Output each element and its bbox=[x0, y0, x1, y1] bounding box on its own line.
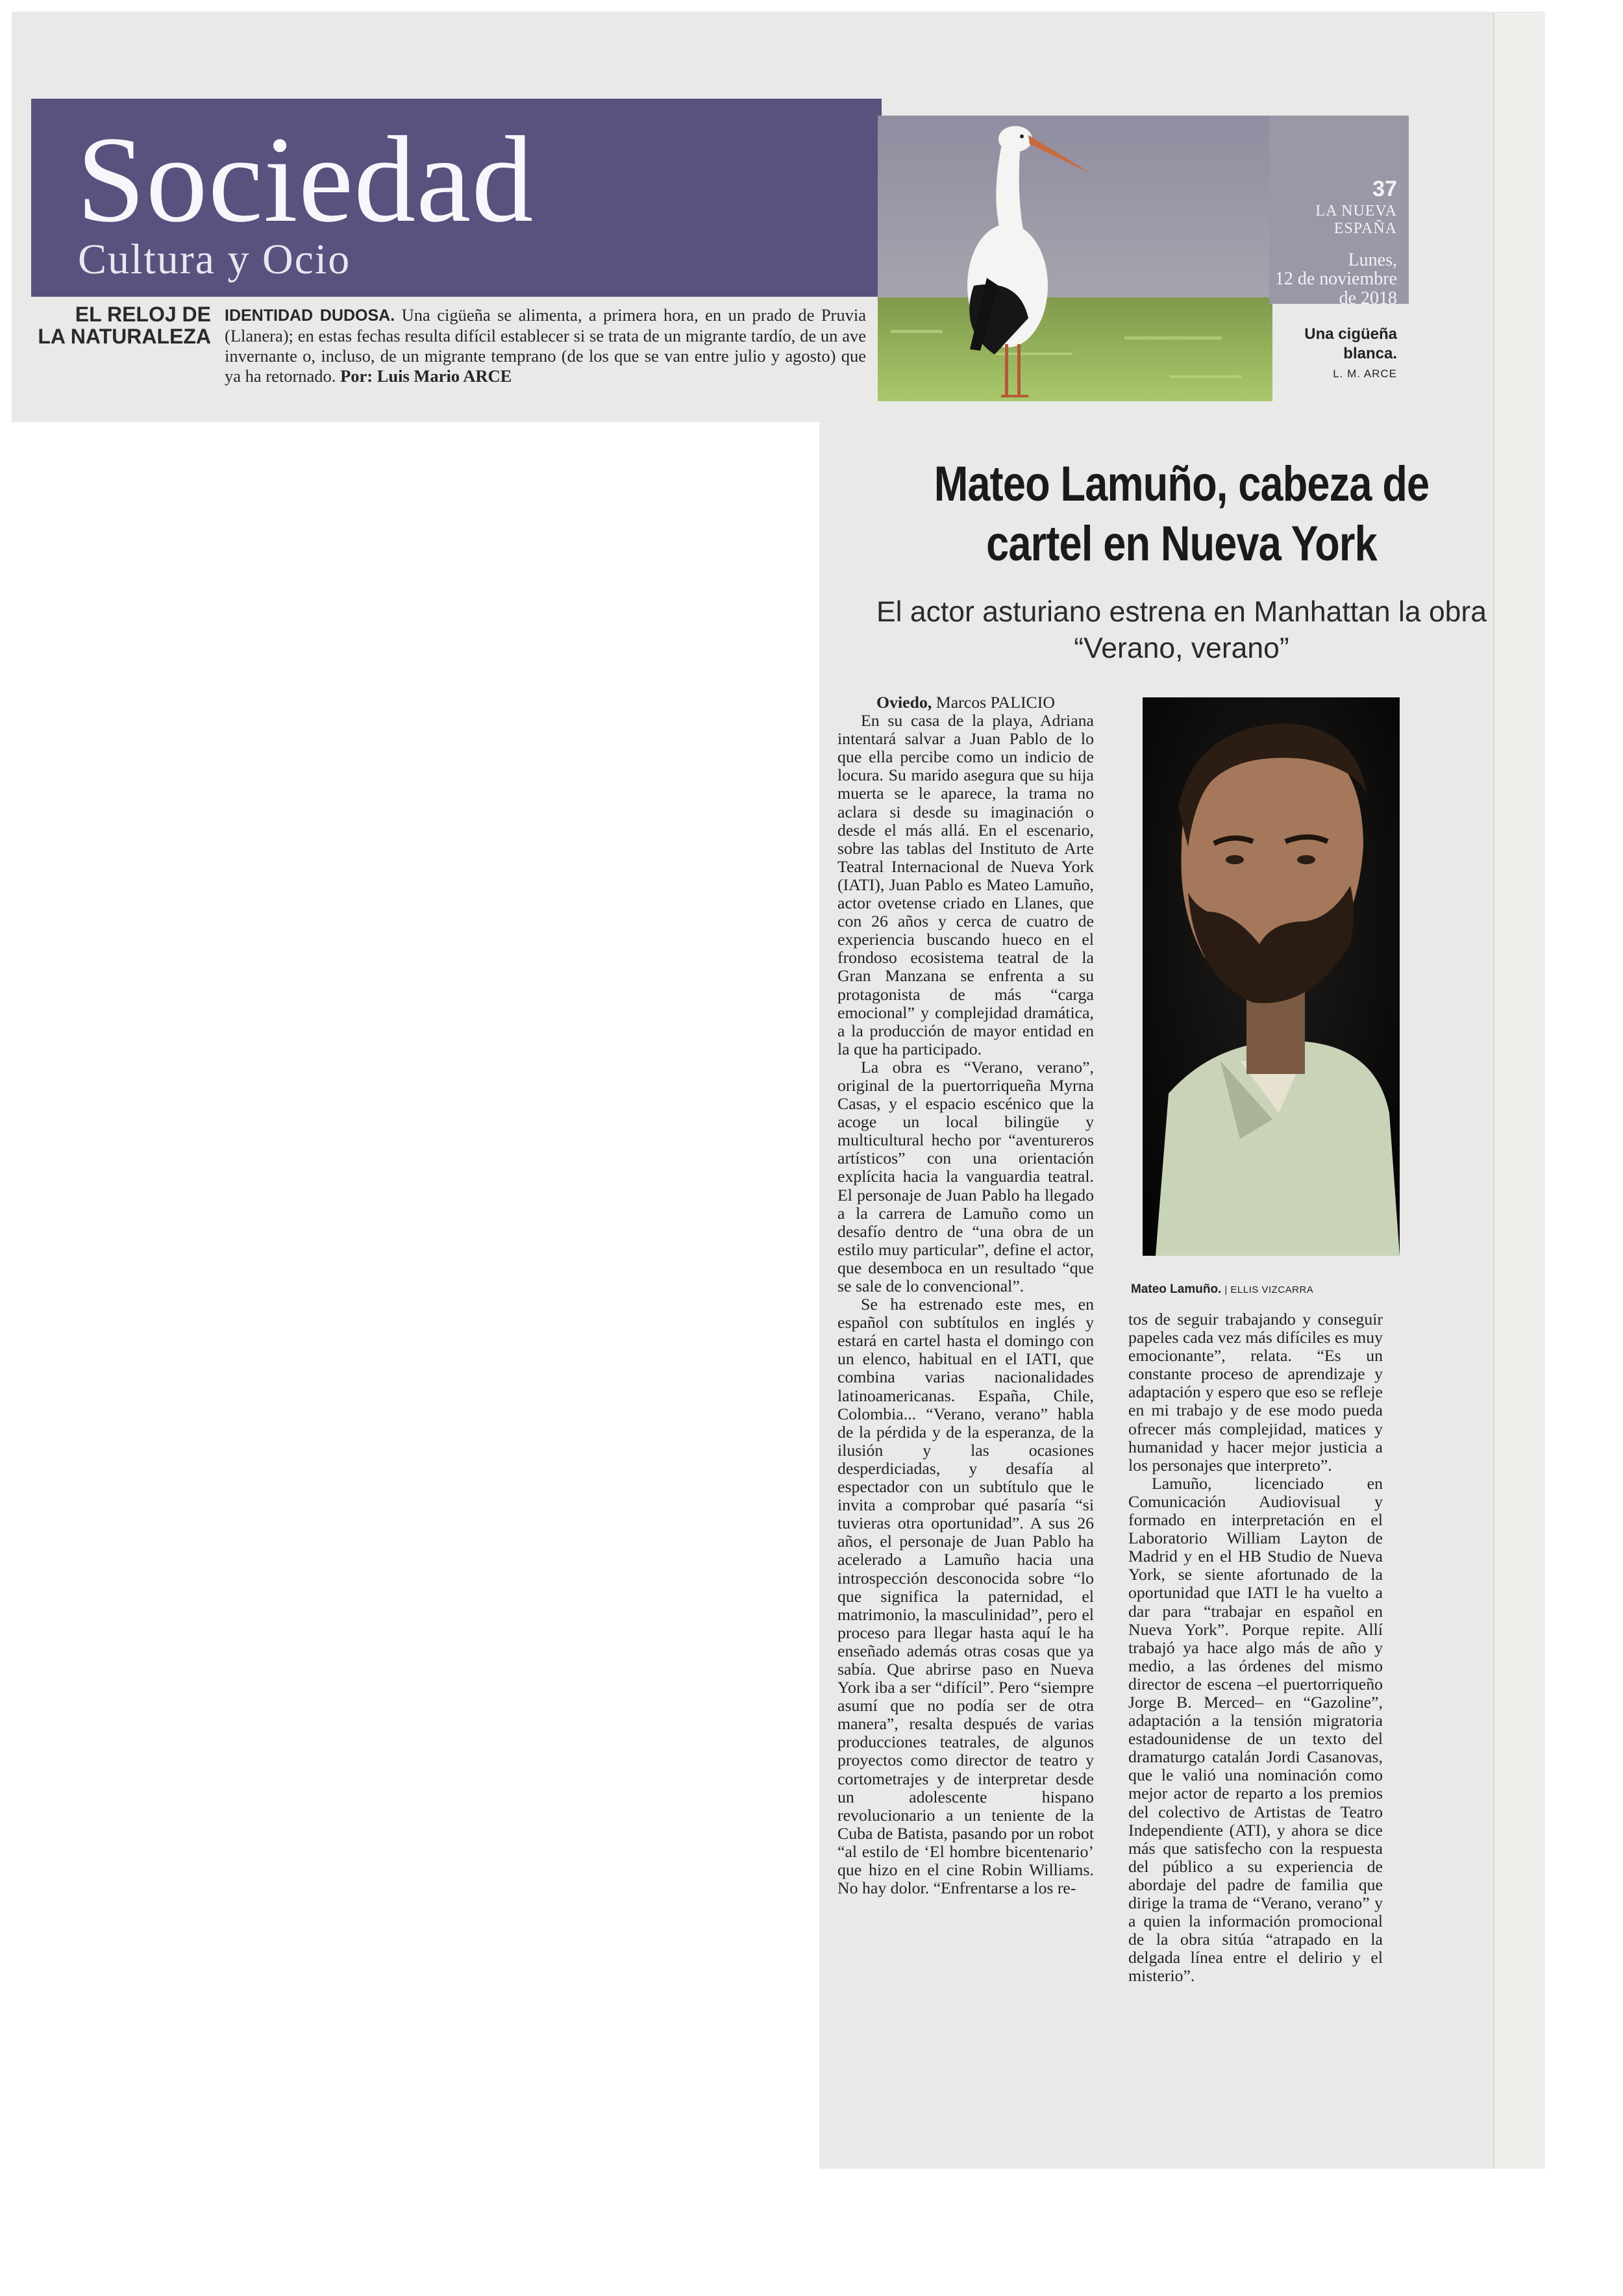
brief-section-label bbox=[26, 304, 211, 347]
date-day-month: 12 de noviembre bbox=[1274, 269, 1397, 290]
brief-kicker: IDENTIDAD DUDOSA. bbox=[225, 306, 395, 325]
stork-photo-caption bbox=[1269, 325, 1409, 381]
section-banner bbox=[31, 99, 882, 297]
article-paragraph: En su casa de la playa, Adriana intentará salvar a Juan Pablo de lo que ella percibe como un indicio de locura. Su marido asegura que su hija muerta se le aparece, la trama no aclara si desde su imaginación o desde el más allá. En el escenario, sobre las tablas del Instituto de Arte Teatral Internacional de Nueva York (IATI), Juan Pablo es Mateo Lamuño, actor ovetense criado en Llanes, que con 26 años y cerca de cuatro de experiencia buscando hueco en el frondoso ecosistema teatral de la Gran Manzana se enfrenta a su protagonista de más “carga emocional” y complejidad dramática, a la producción de mayor entidad en la que ha participado. bbox=[837, 711, 1094, 1058]
article-dateline bbox=[837, 693, 1094, 712]
stork-photo bbox=[878, 116, 1272, 401]
date-year: de 2018 bbox=[1339, 288, 1397, 308]
portrait-photo bbox=[1143, 697, 1400, 1256]
newspaper-name: LA NUEVA ESPAÑA bbox=[1315, 203, 1397, 237]
brief-section-label-line2: LA NATURALEZA bbox=[38, 324, 211, 348]
article-paragraph: tos de seguir trabajando y conseguir papeles cada vez más difíciles es muy emocionante”, relata. “Es un constante proceso de aprendizaje y adaptación y espero que eso se refleje en mi trabajo y de ese modo pueda ofrecer más complejidad, matices y humanidad y hacer mejor justicia a los personajes que interpreto”. bbox=[1128, 1310, 1383, 1475]
brief-text: Una cigüeña se alimenta, a primera hora, en un prado de Pruvia (Llanera); en estas fechas resulta difícil establecer si se trata de un migrante tardío, de un ave invernante o, incluso, de un migrante temprano (de los que se van entre julio y agosto) que ya ha retornado. bbox=[225, 305, 866, 386]
article-subheadline: El actor asturiano estrena en Manhattan la obra “Verano, verano” bbox=[876, 596, 1487, 664]
nature-brief bbox=[225, 305, 866, 386]
article-paragraph: La obra es “Verano, verano”, original de la puertorriqueña Myrna Casas, y el espacio escénico que la acoge un local bilingüe y multicultural hecho por “aventureros artísticos” con una orientación explícita hacia la vanguardia teatral. El personaje de Juan Pablo ha llegado a la carrera de Lamuño como un desafío dentro de “una obra de un estilo muy particular”, define el actor, que desemboca en un resultado “que se sale de lo convencional”. bbox=[837, 1057, 1094, 1295]
portrait-caption bbox=[1131, 1282, 1404, 1297]
page-fold-edge bbox=[1493, 13, 1545, 2169]
article-column-left bbox=[837, 693, 1094, 1897]
portrait-illustration bbox=[1143, 697, 1400, 1256]
date-weekday: Lunes, bbox=[1348, 250, 1397, 270]
portrait-caption-name: Mateo Lamuño. bbox=[1131, 1282, 1222, 1296]
brief-section-label-line1: EL RELOJ DE bbox=[75, 303, 211, 326]
page-meta-panel bbox=[1269, 116, 1409, 308]
portrait-caption-credit: | ELLIS VIZCARRA bbox=[1224, 1284, 1314, 1295]
article-paragraph: Lamuño, licenciado en Comunicación Audiovisual y formado en interpretación en el Laboratorio William Layton de Madrid y en el HB Studio de Nueva York, se siente afortunado de la oportunidad que IATI le ha vuelto a dar para “trabajar en español en Nueva York”. Porque repite. Allí trabajó ya hace algo más de año y medio, a las órdenes del mismo director de escena –el puertorriqueño Jorge B. Merced– en “Gazoline”, adaptación a la tensión migratoria estadounidense de un texto del dramaturgo catalán Jordi Casanovas, que le valió una nominación como mejor actor de reparto a los premios del colectivo de Artistas de Teatro Independiente (ATI), y ahora se dice más que satisfecho con la respuesta del público a su experiencia de abordaje del padre de familia que dirige la trama de “Verano, verano” y a quien la información promocional de la obra sitúa “atrapado en la delgada línea entre el delirio y el misterio”. bbox=[1128, 1473, 1383, 1986]
section-subtitle: Cultura y Ocio bbox=[78, 236, 351, 283]
page-number: 37 bbox=[1372, 177, 1397, 201]
article-paragraph: Se ha estrenado este mes, en español con subtítulos en inglés y estará en cartel hasta el domingo con un elenco, habitual en el IATI, que combina varias nacionalidades latinoamericanas. España, Chile, Colombia... “Verano, verano” habla de la pérdida y de la esperanza, de la ilusión y las ocasiones desperdiciadas, y desafía al espectador con un subtítulo que le invita a comprobar qué pasaría “si tuvieras otra oportunidad”. A sus 26 años, el personaje de Juan Pablo ha acelerado a Lamuño hacia una introspección desconocida sobre “lo que significa la paternidad, el matrimonio, la masculinidad”, pero el proceso para llegar hasta aquí le ha enseñado además otras cosas que ya sabía. Que abrirse paso en Nueva York iba a ser “difícil”. Pero “siempre asumí que no podía ser de otra manera”, resalta después de varias producciones teatrales, de algunos proyectos como director de teatro y cortometrajes y de interpretar desde un adolescente hispano revolucionario a un teniente de la Cuba de Batista, pasando por un robot “al estilo de ‘El hombre bicentenario’ que hizo en el cine Robin Williams. No hay dolor. “Enfrentarse a los re- bbox=[837, 1295, 1094, 1898]
stork-caption-credit: L. M. ARCE bbox=[1333, 368, 1397, 380]
stork-illustration bbox=[878, 116, 1272, 401]
article-column-right bbox=[1128, 1310, 1383, 1985]
section-title: Sociedad bbox=[77, 112, 534, 248]
dateline-city: Oviedo, bbox=[876, 693, 932, 712]
stork-caption-text: Una cigüeña blanca. bbox=[1304, 325, 1397, 362]
dateline-author: Marcos PALICIO bbox=[935, 693, 1055, 712]
brief-byline: Por: Luis Mario ARCE bbox=[340, 366, 512, 386]
article-headline: Mateo Lamuño, cabeza de cartel en Nueva York bbox=[934, 456, 1430, 571]
